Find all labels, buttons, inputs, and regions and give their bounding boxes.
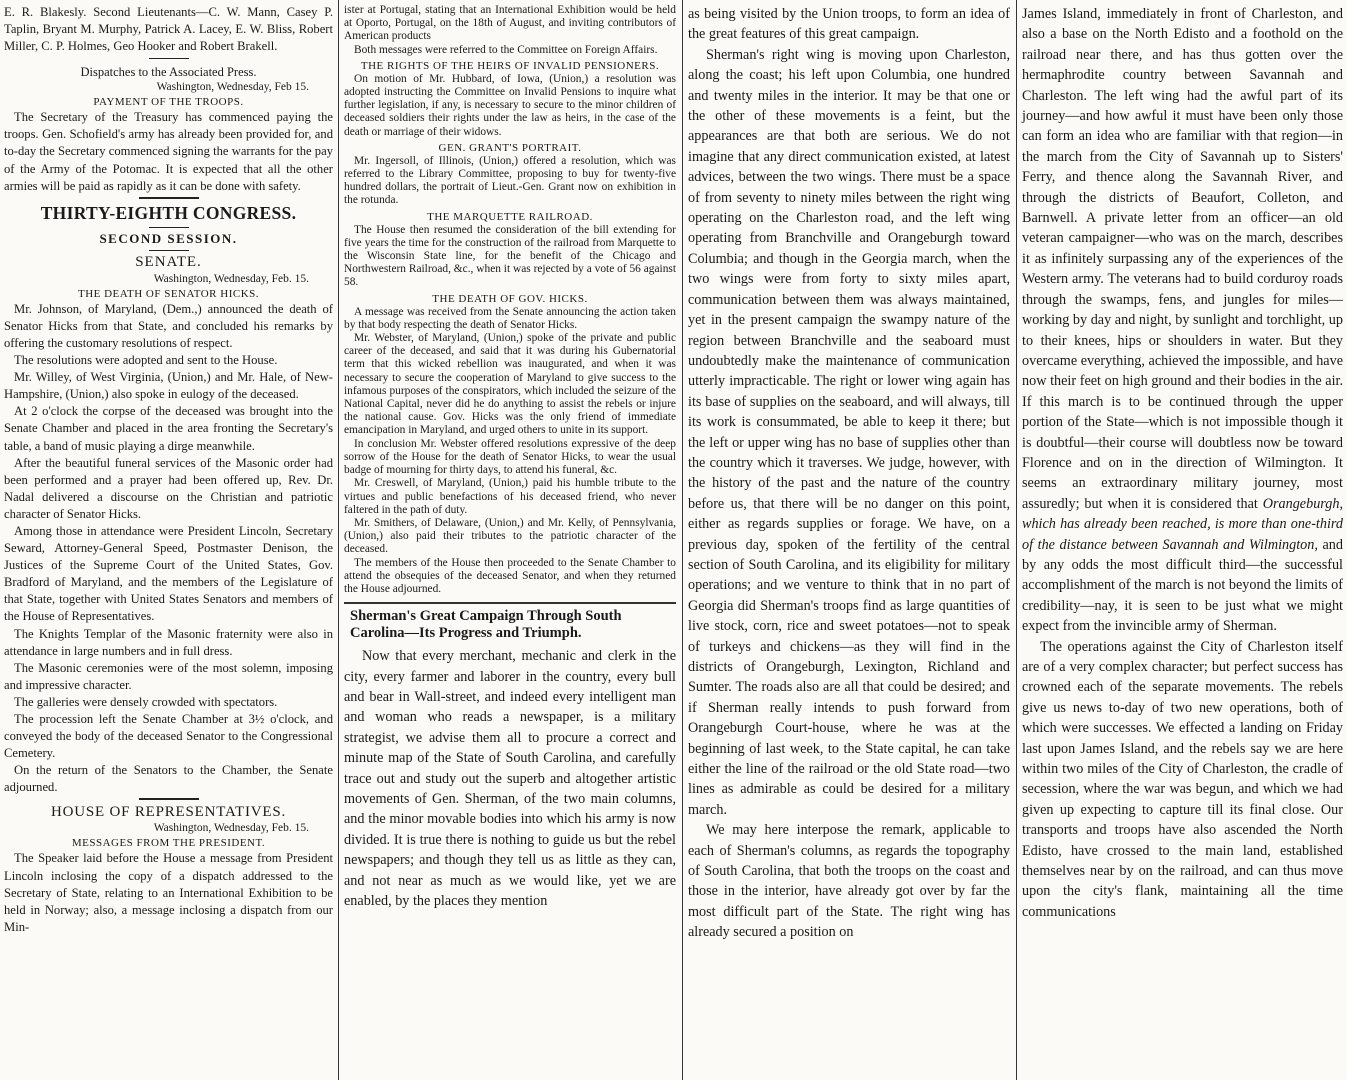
divider — [149, 250, 189, 251]
story-paragraph: The operations against the City of Charleston itself are of a very complex character; but perfect success has crowned each of the separate movements. The rebels give us news to-day of two new operations, both of which were successes. We effected a landing on Friday last upon James Island, and the rebels say we are here within two miles of the City of Charleston, the cradle of secession, where the war was begun, and which we had given up expecting to capture till its final close. Our transports and troops have also ascended the North Edisto, have crossed to the main land, established themselves near by on the railroad, and can thus move upon the city's flank, maintaining all the time communications — [1022, 638, 1343, 920]
senate-paragraph: The Knights Templar of the Masonic fraternity were also in attendance in large numbers and in full dress. — [4, 626, 333, 658]
divider — [149, 227, 189, 228]
officer-list: E. R. Blakesly. Second Lieutenants—C. W. Mann, Casey P. Taplin, Bryant M. Murphy, Patrick A. Lacey, E. W. Bliss, Robert Miller, C. P. Holmes, Geo Hooker and Robert Brakell. — [4, 5, 333, 54]
payment-heading: PAYMENT OF THE TROOPS. — [93, 96, 244, 109]
senate-paragraph: The procession left the Senate Chamber at 3½ o'clock, and conveyed the body of the deceased Senator to the Congressional Cemetery. — [4, 712, 333, 761]
senate-paragraph: At 2 o'clock the corpse of the deceased was brought into the Senate Chamber and placed in the area fronting the Secretary's table, a band of music playing a dirge meanwhile. — [4, 404, 333, 453]
story-text: James Island, immediately in front of Charleston, and also a base on the North Edisto and a foothold on the railroad near there, and has thus gotten over the hermaphrodite country between Savannah and Charleston. The left wing had the awful part of its journey—and how awful it must have been only those can form an idea who are familiar with that region—in the march from the City of Savannah up to Sisters' Ferry, and thence along the Savannah River, and through the districts of Beaufort, Colleton, and Barnwell. A private letter from an officer—an old veteran campaigner—who was on the march, describes it as infinitely surpassing any of the experiences of the Western army. The veterans had to build corduroy roads through the swamps, fens, and jungles for miles—working by day and night, by sunlight and torchlight, up to their knees, hips or shoulders in water. But they overcame everything, achieved the impossible, and have now their feet on high ground and their bodies in the air. If this march is to be continued through the upper portion of the State—which is not impossible though it is doubtful—their course will doubtless now be toward Florence and on in the direction of Wilmington. It seems an extraordinary military journey, most assuredly; but when it is considered that — [1022, 6, 1343, 512]
story-continued-paragraph — [1022, 4, 1343, 637]
divider — [139, 798, 199, 800]
messages-heading: MESSAGES FROM THE PRESIDENT. — [71, 837, 266, 850]
house-dateline: Washington, Wednesday, Feb. 15. — [153, 822, 309, 835]
pensioners-paragraph: On motion of Mr. Hubbard, of Iowa, (Union,) a resolution was adopted instructing the Committee on Invalid Pensions to inquire what further legislation, if any, is necessary to secure to the minor children of deceased soldiers their rights under the law as heirs, in the case of the death or marriage of their widows. — [344, 72, 676, 138]
railroad-paragraph: The House then resumed the consideration of the bill extending for five years the time for the construction of the railroad from Marquette to the Wisconsin State line, for the benefit of the Chicago and Northwestern Railroad, &c., when it was rejected by a vote of 56 against 58. — [344, 223, 676, 289]
pensioners-heading: THE RIGHTS OF THE HEIRS OF INVALID PENSIONERS. — [360, 59, 660, 72]
senate-paragraph: The galleries were densely crowded with spectators. — [14, 694, 278, 709]
column-rule — [338, 0, 339, 1080]
senate-dateline: Washington, Wednesday, Feb. 15. — [153, 272, 309, 285]
hicks-paragraph: In conclusion Mr. Webster offered resolutions expressive of the deep sorrow of the House for the death of Senator Hicks, to wear the usual badge of mourning for thirty days, to attend his funeral, &c. — [344, 437, 676, 477]
house-paragraph: The Speaker laid before the House a message from President Lincoln inclosing the copy of a dispatch addressed to the Secretary of State, relating to an International Exhibition to be held in Norway; also, a message inclosing a dispatch from our Min- — [4, 851, 333, 934]
column-4 — [1018, 0, 1347, 1080]
hicks-paragraph: Mr. Smithers, of Delaware, (Union,) and Mr. Kelly, of Pennsylvania, (Union,) also paid their tributes to the patriotic character of the deceased. — [344, 516, 676, 556]
house-heading: HOUSE OF REPRESENTATIVES. — [50, 804, 287, 821]
hicks-paragraph: The members of the House then proceeded to the Senate Chamber to attend the obsequies of the deceased Senator, and when they returned the House adjourned. — [344, 556, 676, 595]
referred-paragraph: Both messages were referred to the Committee on Foreign Affairs. — [354, 43, 658, 56]
divider — [139, 197, 199, 199]
senate-heading: SENATE. — [135, 253, 202, 270]
story-headline: Sherman's Great Campaign Through South Carolina—Its Progress and Triumph. — [344, 602, 676, 646]
continued-paragraph: ister at Portugal, stating that an International Exhibition would be held at Oporto, Portugal, on the 18th of August, and inviting contributors of American products — [344, 4, 676, 43]
payment-paragraph: The Secretary of the Treasury has commenced paying the troops. Gen. Schofield's army has already been provided for, and to-day the Secretary commenced signing the warrants for the pay of the Army of the Potomac. It is expected that all the other armies will be paid as rapidly as it can be done with safety. — [4, 110, 333, 193]
column-2 — [340, 0, 680, 1080]
congress-heading: THIRTY-EIGHTH CONGRESS. — [40, 202, 297, 223]
session-heading: SECOND SESSION. — [99, 230, 238, 246]
senate-paragraph: Among those in attendance were President Lincoln, Secretary Seward, Attorney-General Speed, Postmaster Denison, the Justices of the Supreme Court of the United States, Gov. Bradford of Maryland, and the members of the Legislature of that State, together with United States Senators and members of the House of Representatives. — [4, 523, 333, 624]
story-body — [344, 646, 676, 911]
senate-paragraph: The resolutions were adopted and sent to the House. — [14, 353, 278, 368]
story-continued-paragraph: as being visited by the Union troops, to form an idea of the great features of this great campaign. — [688, 6, 1010, 43]
senate-paragraph: After the beautiful funeral services of the Masonic order had been performed and a prayer had been offered up, Rev. Dr. Nadal delivered a discourse on the Christian and patriotic character of Senator Hicks. — [4, 455, 333, 521]
italic-emphasis: Orangeburgh, which has already been reached, is more than one-third of the distance between Savannah and Wilmington, — [1022, 495, 1344, 553]
divider — [149, 58, 189, 59]
dispatch-dateline: Washington, Wednesday, Feb 15. — [156, 81, 309, 94]
hicks-paragraph: A message was received from the Senate announcing the action taken by that body respecting the death of Senator Hicks. — [344, 305, 676, 331]
hicks-heading: THE DEATH OF GOV. HICKS. — [432, 292, 588, 305]
column-rule — [1016, 0, 1017, 1080]
story-paragraph: Sherman's right wing is moving upon Charleston, along the coast; his left upon Columbia, one hundred and twenty miles in the interior. It may be that one or the other of these movements is a feint, but the appearances are that both are serious. We do not imagine that any direct communication existed, at latest advices, between the two wings. There must be a space of from seventy to ninety miles between the right wing operating on the Charleston road, and the left wing operating from Branchville and Orangeburgh toward Columbia; and though in the Georgia march, when the two wings were from forty to sixty miles apart, communication between them was always maintained, yet in the present campaign the swampy nature of the region between Branchville and the seaboard must undoubtedly make the maintenance of communication utterly impracticable. The right or lower wing again has its base of supplies on the seaboard, and will always, till its work is consummated, be able to keep it there; but the left or upper wing has no base of supplies other than the country which it traverses. We judge, however, with the history of the past and the nature of the country before us, that there will be no danger on this point, either as regards supplies or forage. We have, on a previous day, spoken of the fertility of the central section of South Carolina, and its eligibility for military operations; and we venture to think that in no part of Georgia did Sherman's troops find as large quantities of live stock, corn, rice and sweet potatoes—not to speak of turkeys and chickens—as they will find in the districts of Orangeburgh, Lexington, Richland and Sumter. The roads also are all that could be desired; and if Sherman really intends to push forward from Orangeburgh Court-house, where he was at the beginning of last week, to the State capital, he can take either the line of the railroad or the old State road—two lines as admirable as could be desired for a military march. — [688, 46, 1010, 818]
senate-paragraph: Mr. Willey, of West Virginia, (Union,) and Mr. Hale, of New-Hampshire, (Union,) also spoke in eulogy of the deceased. — [4, 370, 333, 402]
senate-paragraph: On the return of the Senators to the Chamber, the Senate adjourned. — [4, 763, 333, 795]
column-1 — [0, 0, 337, 1080]
hicks-paragraph: Mr. Webster, of Maryland, (Union,) spoke of the private and public career of the deceased, and said that it was during his Gubernatorial term that this wicked rebellion was inaugurated, and when it was necessary to secure the cooperation of Maryland to give success to the infamous purposes of the conspirators, which included the seizure of the National Capital, never did he do anything to assist the rebels or injure the national cause. Gov. Hicks was the only friend of immediate emancipation in Maryland, and urged others to unite in its support. — [344, 332, 676, 437]
story-paragraph: We may here interpose the remark, applicable to each of Sherman's columns, as regards the topography of South Carolina, that both the troops on the coast and those in the interior, have already got over by far the most difficult part of the State. The right wing has already secured a position on — [688, 822, 1010, 941]
portrait-heading: GEN. GRANT'S PORTRAIT. — [438, 141, 582, 154]
column-3 — [684, 0, 1014, 1080]
senate-paragraph: The Masonic ceremonies were of the most solemn, imposing and impressive character. — [4, 660, 333, 692]
column-rule — [682, 0, 683, 1080]
story-text: and by any odds the most difficult third—the successful accomplishment of the march is not beyond the limits of credibility—nay, it is seen to be just what we might expect from the invincible army of Sherman. — [1022, 536, 1343, 635]
story-paragraph: Now that every merchant, mechanic and clerk in the city, every farmer and laborer in the country, every bull and bear in Wall-street, and indeed every intelligent man and woman who reads a newspaper, is a military strategist, we advise them all to procure a correct and minute map of the State of South Carolina, and carefully trace out and study out the superb and altogether artistic movements of Gen. Sherman, of the two main columns, and the minor movable bodies into which his army is now divided. It is true there is nothing to guide us but the rebel newspapers; and though they tell us as little as they can, and not near as much as we would like, yet we are enabled, by the places they mention — [344, 648, 676, 909]
death-heading: THE DEATH OF SENATOR HICKS. — [77, 287, 260, 300]
senate-paragraph: Mr. Johnson, of Maryland, (Dem.,) announced the death of Senator Hicks from that State, and concluded his remarks by offering the customary resolutions of respect. — [4, 301, 333, 350]
hicks-paragraph: Mr. Creswell, of Maryland, (Union,) paid his humble tribute to the virtues and public benefactions of his deceased friend, who never faltered in the path of duty. — [344, 477, 676, 516]
portrait-paragraph: Mr. Ingersoll, of Illinois, (Union,) offered a resolution, which was referred to the Library Committee, proposing to buy for twenty-five hundred dollars, the portrait of Lieut.-Gen. Grant now on exhibition in the rotunda. — [344, 154, 676, 207]
railroad-heading: THE MARQUETTE RAILROAD. — [427, 210, 593, 223]
dispatch-heading: Dispatches to the Associated Press. — [80, 65, 257, 80]
